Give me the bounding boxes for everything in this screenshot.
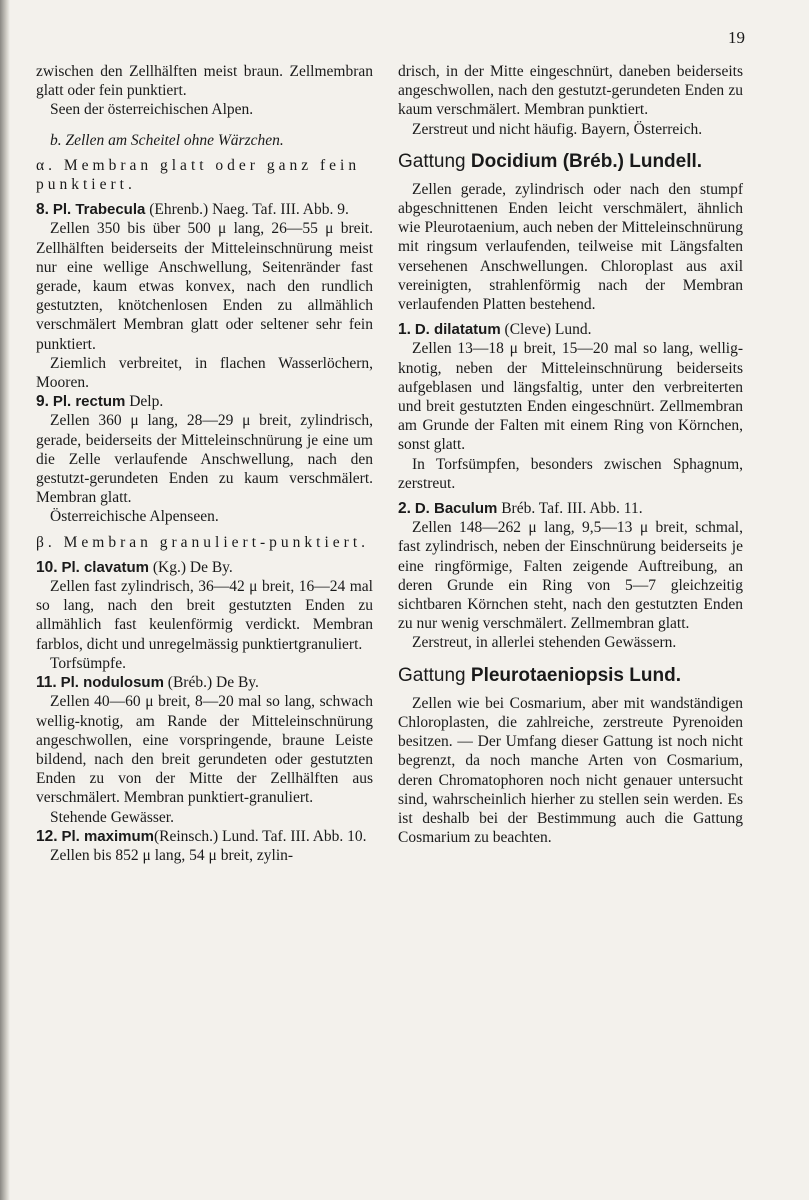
species-name: Pl. Trabecula <box>52 201 146 219</box>
habitat: Zerstreut und nicht häufig. Bayern, Österreich. <box>412 120 703 138</box>
species-number: 8. <box>36 201 49 219</box>
species-description: Zellen fast zylindrisch, 36—42 μ breit, 16—24 mal so lang, nach den breit gestutzten Enden zu allmählich fast keulenförmig verdickt. Membran farblos, dicht und unregelmässig punktiertgranuliert. <box>36 578 373 653</box>
left-column <box>36 62 373 865</box>
species-author: (Cleve) Lund. <box>500 321 592 339</box>
species-heading <box>36 200 373 219</box>
species-number: 11. <box>36 674 57 692</box>
habitat: Zerstreut, in allerlei stehenden Gewässern. <box>412 634 677 652</box>
genus-prefix: Gattung <box>398 150 471 172</box>
species-description: Zellen 360 μ lang, 28—29 μ breit, zylindrisch, gerade, beiderseits der Mitteleinschnürung je eine um die Zelle verlaufende Anschwellung, nach den gestutzt-gerundeten Enden zu kaum verschmälert. Membran glatt. <box>36 412 373 507</box>
habitat: Seen der österreichischen Alpen. <box>50 101 254 119</box>
species-heading <box>398 320 743 339</box>
species-number: 10. <box>36 558 58 576</box>
group-heading-beta: β. Membran granuliert-punktiert. <box>36 533 370 551</box>
species-number: 12. <box>36 827 58 845</box>
genus-description: Zellen gerade, zylindrisch oder nach den stumpf abgeschnittenen Enden leicht verschmälert, ähnlich wie Pleurotaenium, auch neben der Mitteleinschnürung mit ringsum verlaufenden, teilweise mit Längsfalten versehenen Anschwellungen. Chloroplast aus axil vereinigten, strahlenförmig nach der Membran verlaufenden Platten bestehend. <box>398 180 743 314</box>
species-number: 9. <box>36 393 49 411</box>
habitat: Stehende Gewässer. <box>50 808 174 826</box>
species-name: Pl. maximum <box>61 827 154 845</box>
species-author: (Bréb.) De By. <box>163 674 259 692</box>
species-author: Delp. <box>125 393 164 411</box>
paragraph: zwischen den Zellhälften meist braun. Zellmembran glatt oder fein punktiert. <box>36 63 373 100</box>
group-heading-alpha: α. Membran glatt oder ganz fein punktiert. <box>36 156 361 194</box>
page-edge-shadow <box>0 0 10 1200</box>
species-name: Pl. clavatum <box>61 558 149 576</box>
species-author: (Ehrenb.) Naeg. Taf. III. Abb. 9. <box>145 201 349 219</box>
species-author: (Reinsch.) Lund. Taf. III. Abb. 10. <box>153 827 367 845</box>
species-description: Zellen 350 bis über 500 μ lang, 26—55 μ breit. Zellhälften beiderseits der Mitteleinschnürung meist nur eine wellige Anschwellung, Seitenränder fast gerade, kaum etwas konvex, nach den rundlich gestutzten, knötchenlosen Enden zu allmählich verschmälert Membran glatt oder seltener sehr fein punktiert. <box>36 220 373 353</box>
habitat: Ziemlich verbreitet, in flachen Wasserlöchern, Mooren. <box>36 354 373 392</box>
species-description: Zellen bis 852 μ lang, 54 μ breit, zylin- <box>50 846 294 864</box>
genus-heading <box>398 664 743 688</box>
paragraph: drisch, in der Mitte eingeschnürt, daneben beiderseits angeschwollen, nach den gestutzt-gerundeten Enden zu kaum verschmälert. Membran punktiert. <box>398 63 743 119</box>
habitat: Torfsümpfe. <box>50 654 126 672</box>
species-number: 2. <box>398 500 411 518</box>
species-name: D. dilatatum <box>414 321 501 339</box>
species-heading <box>398 499 743 518</box>
page-number: 19 <box>728 28 745 47</box>
species-description: Zellen 148—262 μ lang, 9,5—13 μ breit, schmal, fast zylindrisch, neben der Einschnürung beiderseits je eine ringförmige, Falten zeigende Auftreibung, an deren Grunde ein Ring von 5—7 gleichzeitig sichtbaren Körnchen steht, nach den gestutzten Enden zu nur wenig verschmälert. Zellmembran glatt. <box>398 519 743 633</box>
habitat: Österreichische Alpenseen. <box>50 508 219 526</box>
species-name: D. Baculum <box>414 500 498 518</box>
habitat: In Torfsümpfen, besonders zwischen Sphagnum, zerstreut. <box>398 455 743 492</box>
species-heading <box>36 392 373 411</box>
species-name: Pl. rectum <box>52 393 126 411</box>
genus-heading <box>398 150 743 174</box>
species-heading <box>36 827 373 846</box>
species-author: Bréb. Taf. III. Abb. 11. <box>497 500 643 518</box>
subsection-heading: b. Zellen am Scheitel ohne Wärzchen. <box>50 131 284 149</box>
species-description: Zellen 40—60 μ breit, 8—20 mal so lang, schwach wellig-knotig, am Rande der Mitteleinschnürung angeschwollen, eine vorspringende, braune Leiste bildend, nach den breit gerundeten oder gestutzten Enden zu von der Mitte der Zellhälften aus verschmälert. Membran punktiert-granuliert. <box>36 693 373 807</box>
species-name: Pl. nodulosum <box>60 674 164 692</box>
species-heading <box>36 673 373 692</box>
genus-description: Zellen wie bei Cosmarium, aber mit wandständigen Chloroplasten, die zahlreiche, zerstreute Pyrenoiden besitzen. — Der Umfang dieser Gattung ist noch nicht begrenzt, da noch manche Arten von Cosmarium, deren Chromatophoren noch nicht genauer untersucht sind, wahrscheinlich hierher zu stellen sein werden. Es ist deshalb bei der Bestimmung auch die Gattung Cosmarium zu beachten. <box>398 694 743 847</box>
species-description: Zellen 13—18 μ breit, 15—20 mal so lang, wellig-knotig, neben der Mitteleinschnürung beiderseits aufgeblasen und längsfaltig, unter den verbreiterten und breit gestutzten Enden eingeschnürt. Zellmembran am Grunde der Falten mit einem Ring von Körnchen, sonst glatt. <box>398 340 743 454</box>
genus-name: Pleurotaeniopsis Lund. <box>470 664 681 686</box>
right-column <box>398 62 743 847</box>
genus-name: Docidium (Bréb.) Lundell. <box>470 150 703 172</box>
species-author: (Kg.) De By. <box>148 558 233 576</box>
genus-prefix: Gattung <box>398 664 471 686</box>
species-number: 1. <box>398 321 411 339</box>
species-heading <box>36 558 373 577</box>
